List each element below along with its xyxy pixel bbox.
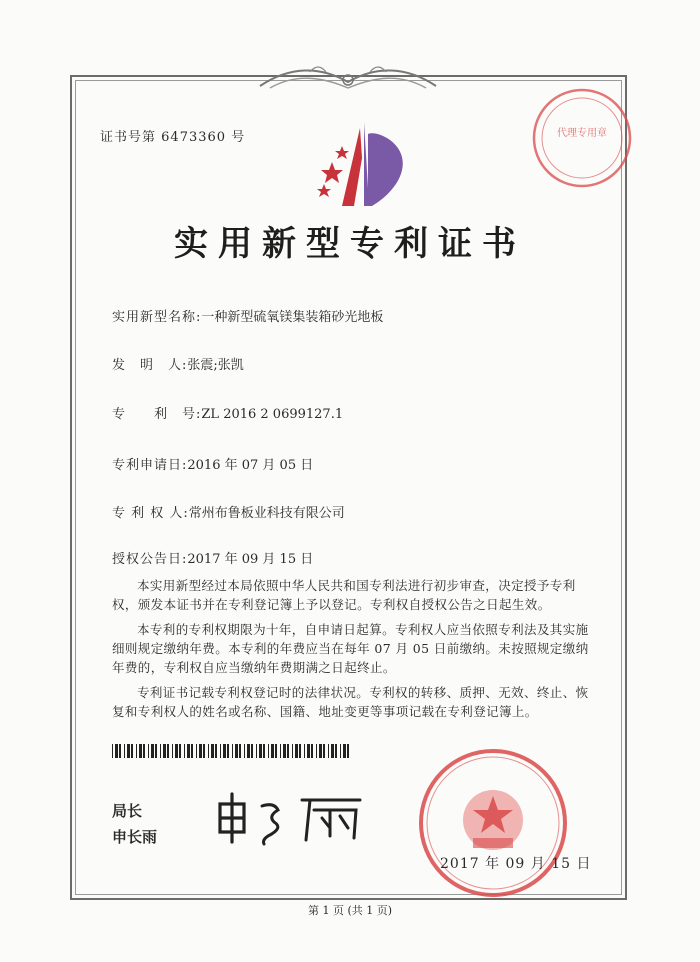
barcode-bar (283, 744, 286, 758)
page-title: 实用新型专利证书 (174, 224, 526, 264)
barcode-bar (323, 744, 325, 758)
barcode-bar (199, 744, 202, 758)
barcode-bar (191, 744, 193, 758)
barcode-bar (244, 744, 245, 758)
barcode-bar (335, 744, 337, 758)
barcode-bar (223, 744, 226, 758)
issue-date: 2017 年 09 月 15 日 (440, 856, 592, 872)
barcode-bar (131, 744, 133, 758)
barcode-bar (247, 744, 250, 758)
barcode-bar (280, 744, 281, 758)
barcode-bar (304, 744, 305, 758)
agency-seal (530, 86, 634, 190)
barcode-bar (179, 744, 181, 758)
barcode-bar (347, 744, 349, 758)
barcode-bar (311, 744, 313, 758)
barcode-bar (167, 744, 169, 758)
barcode-bar (268, 744, 269, 758)
barcode-bar (292, 744, 293, 758)
barcode-bar (211, 744, 214, 758)
barcode (112, 744, 350, 758)
certificate-number: 证书号第 6473360 号 (100, 130, 246, 145)
barcode-bar (143, 744, 145, 758)
barcode-bar (136, 744, 137, 758)
barcode-bar (256, 744, 257, 758)
barcode-bar (259, 744, 262, 758)
barcode-bar (271, 744, 274, 758)
barcode-bar (295, 744, 298, 758)
barcode-bar (319, 744, 322, 758)
barcode-bar (187, 744, 190, 758)
barcode-bar (307, 744, 310, 758)
barcode-bar (119, 744, 121, 758)
barcode-bar (275, 744, 277, 758)
barcode-bar (155, 744, 157, 758)
barcode-bar (127, 744, 130, 758)
barcode-bar (251, 744, 253, 758)
barcode-bar (163, 744, 166, 758)
director-title: 局长 (112, 802, 143, 820)
barcode-bar (263, 744, 265, 758)
barcode-bar (239, 744, 241, 758)
barcode-bar (196, 744, 197, 758)
barcode-bar (160, 744, 161, 758)
barcode-bar (184, 744, 185, 758)
barcode-bar (316, 744, 317, 758)
top-ornament (250, 58, 446, 98)
main-official-seal (418, 748, 568, 898)
field-inventors: 发 明 人:张震;张凯 (112, 358, 244, 373)
barcode-bar (172, 744, 173, 758)
barcode-bar (203, 744, 205, 758)
field-application-date: 专利申请日:2016 年 07 月 05 日 (112, 458, 314, 473)
barcode-bar (208, 744, 209, 758)
field-patent-number: 专 利 号:ZL 2016 2 0699127.1 (112, 407, 344, 422)
barcode-bar (175, 744, 178, 758)
barcode-bar (215, 744, 217, 758)
field-grant-date: 授权公告日:2017 年 09 月 15 日 (112, 552, 314, 567)
barcode-bar (343, 744, 346, 758)
barcode-bar (151, 744, 154, 758)
barcode-bar (148, 744, 149, 758)
barcode-bar (124, 744, 125, 758)
barcode-bar (112, 744, 113, 758)
barcode-bar (235, 744, 238, 758)
body-paragraph: 专利证书记载专利权登记时的法律状况。专利权的转移、质押、无效、终止、恢复和专利权人的姓名或名称、国籍、地址变更等事项记载在专利登记簿上。 (112, 685, 589, 719)
barcode-bar (220, 744, 221, 758)
barcode-bar (115, 744, 118, 758)
barcode-bar (331, 744, 334, 758)
field-utility-model-name: 实用新型名称:一种新型硫氧镁集装箱砂光地板 (112, 310, 384, 325)
director-signature (210, 786, 370, 846)
page-footer: 第 1 页 (共 1 页) (307, 904, 393, 917)
patent-office-logo (312, 118, 416, 210)
director-name: 申长雨 (112, 828, 158, 846)
body-paragraph: 本专利的专利权期限为十年，自申请日起算。专利权人应当依照专利法及其实施细则规定缴纳年费。本专利的年费应当在每年 07 月 05 日前缴纳。未按照规定缴纳年费的，专利权自应当缴纳年费期满之日起终止。 (112, 622, 589, 675)
barcode-bar (328, 744, 329, 758)
barcode-bar (232, 744, 233, 758)
barcode-bar (287, 744, 289, 758)
barcode-bar (299, 744, 301, 758)
field-patentee: 专 利 权 人:常州布鲁板业科技有限公司 (112, 506, 345, 521)
certificate-body (112, 576, 600, 727)
barcode-bar (227, 744, 229, 758)
body-paragraph: 本实用新型经过本局依照中华人民共和国专利法进行初步审查，决定授予专利权，颁发本证书并在专利登记簿上予以登记。专利权自授权公告之日起生效。 (112, 578, 576, 612)
barcode-bar (340, 744, 341, 758)
agency-seal-inner-text: 代理专用章 (557, 128, 607, 139)
barcode-bar (139, 744, 142, 758)
